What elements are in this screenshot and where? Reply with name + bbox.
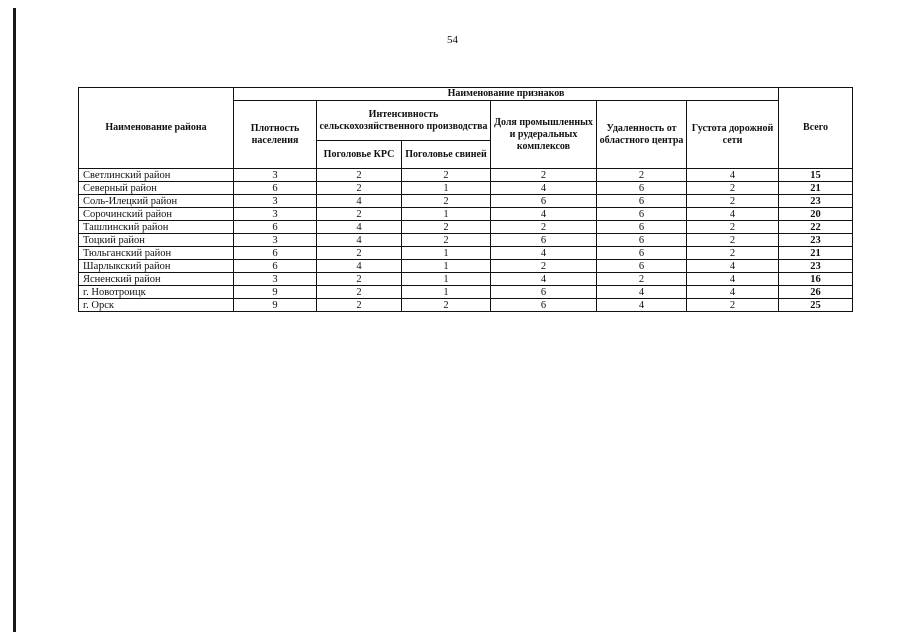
district-name-cell: Ташлинский район xyxy=(79,221,234,234)
road-density-cell: 2 xyxy=(687,182,779,195)
cattle-cell: 2 xyxy=(317,273,402,286)
density-cell: 9 xyxy=(234,299,317,312)
density-cell: 3 xyxy=(234,273,317,286)
industrial-share-cell: 4 xyxy=(491,182,597,195)
industrial-share-cell: 6 xyxy=(491,299,597,312)
header-cattle: Поголовье КРС xyxy=(317,141,402,169)
header-industrial-share: Доля промышленных и рудеральных комплексов xyxy=(491,101,597,169)
distance-cell: 6 xyxy=(597,182,687,195)
density-cell: 3 xyxy=(234,208,317,221)
pigs-cell: 1 xyxy=(402,273,491,286)
table-row xyxy=(79,286,853,299)
pigs-cell: 2 xyxy=(402,195,491,208)
cattle-cell: 2 xyxy=(317,286,402,299)
industrial-share-cell: 6 xyxy=(491,286,597,299)
density-cell: 6 xyxy=(234,182,317,195)
distance-cell: 6 xyxy=(597,234,687,247)
pigs-cell: 2 xyxy=(402,221,491,234)
distance-cell: 6 xyxy=(597,260,687,273)
district-name-cell: Соль-Илецкий район xyxy=(79,195,234,208)
total-cell: 22 xyxy=(779,221,853,234)
pigs-cell: 1 xyxy=(402,247,491,260)
density-cell: 6 xyxy=(234,260,317,273)
district-name-cell: Тоцкий район xyxy=(79,234,234,247)
cattle-cell: 4 xyxy=(317,221,402,234)
district-name-cell: Шарлыкский район xyxy=(79,260,234,273)
cattle-cell: 4 xyxy=(317,260,402,273)
road-density-cell: 4 xyxy=(687,260,779,273)
cattle-cell: 2 xyxy=(317,208,402,221)
total-cell: 16 xyxy=(779,273,853,286)
distance-cell: 2 xyxy=(597,273,687,286)
density-cell: 3 xyxy=(234,234,317,247)
table-row xyxy=(79,247,853,260)
distance-cell: 6 xyxy=(597,247,687,260)
table-row xyxy=(79,169,853,182)
industrial-share-cell: 4 xyxy=(491,208,597,221)
pigs-cell: 1 xyxy=(402,286,491,299)
pigs-cell: 2 xyxy=(402,169,491,182)
density-cell: 6 xyxy=(234,221,317,234)
road-density-cell: 2 xyxy=(687,299,779,312)
table-row xyxy=(79,260,853,273)
total-cell: 20 xyxy=(779,208,853,221)
cattle-cell: 4 xyxy=(317,195,402,208)
industrial-share-cell: 2 xyxy=(491,221,597,234)
header-district: Наименование района xyxy=(79,88,234,169)
road-density-cell: 2 xyxy=(687,234,779,247)
industrial-share-cell: 6 xyxy=(491,234,597,247)
density-cell: 3 xyxy=(234,195,317,208)
road-density-cell: 4 xyxy=(687,273,779,286)
table-row xyxy=(79,299,853,312)
road-density-cell: 2 xyxy=(687,195,779,208)
road-density-cell: 2 xyxy=(687,247,779,260)
density-cell: 6 xyxy=(234,247,317,260)
header-pigs: Поголовье свиней xyxy=(402,141,491,169)
road-density-cell: 4 xyxy=(687,208,779,221)
table-row xyxy=(79,195,853,208)
density-cell: 3 xyxy=(234,169,317,182)
total-cell: 23 xyxy=(779,234,853,247)
table-row xyxy=(79,221,853,234)
road-density-cell: 4 xyxy=(687,286,779,299)
pigs-cell: 1 xyxy=(402,260,491,273)
district-name-cell: Тюльганский район xyxy=(79,247,234,260)
district-name-cell: Светлинский район xyxy=(79,169,234,182)
pigs-cell: 1 xyxy=(402,182,491,195)
cattle-cell: 4 xyxy=(317,234,402,247)
industrial-share-cell: 6 xyxy=(491,195,597,208)
header-road-density: Густота дорожной сети xyxy=(687,101,779,169)
header-distance: Удаленность от областного центра xyxy=(597,101,687,169)
district-features-table xyxy=(78,87,853,312)
distance-cell: 6 xyxy=(597,195,687,208)
pigs-cell: 2 xyxy=(402,299,491,312)
district-name-cell: Ясненский район xyxy=(79,273,234,286)
distance-cell: 6 xyxy=(597,208,687,221)
distance-cell: 4 xyxy=(597,299,687,312)
table-row xyxy=(79,208,853,221)
district-name-cell: г. Орск xyxy=(79,299,234,312)
total-cell: 15 xyxy=(779,169,853,182)
district-name-cell: Северный район xyxy=(79,182,234,195)
pigs-cell: 2 xyxy=(402,234,491,247)
header-total: Всего xyxy=(779,88,853,169)
cattle-cell: 2 xyxy=(317,247,402,260)
industrial-share-cell: 4 xyxy=(491,247,597,260)
distance-cell: 6 xyxy=(597,221,687,234)
scan-edge-bar xyxy=(13,8,16,632)
cattle-cell: 2 xyxy=(317,169,402,182)
total-cell: 26 xyxy=(779,286,853,299)
distance-cell: 2 xyxy=(597,169,687,182)
table-body xyxy=(79,169,853,312)
road-density-cell: 2 xyxy=(687,221,779,234)
page-number: 54 xyxy=(447,34,458,46)
header-agri-intensity: Интенсивность сельскохозяйственного производства xyxy=(317,101,491,141)
district-name-cell: Сорочинский район xyxy=(79,208,234,221)
table-row xyxy=(79,182,853,195)
density-cell: 9 xyxy=(234,286,317,299)
header-density: Плотность населения xyxy=(234,101,317,169)
table-row xyxy=(79,234,853,247)
total-cell: 23 xyxy=(779,260,853,273)
district-name-cell: г. Новотроицк xyxy=(79,286,234,299)
table-row xyxy=(79,273,853,286)
total-cell: 21 xyxy=(779,247,853,260)
distance-cell: 4 xyxy=(597,286,687,299)
header-features: Наименование признаков xyxy=(234,88,779,101)
total-cell: 23 xyxy=(779,195,853,208)
pigs-cell: 1 xyxy=(402,208,491,221)
industrial-share-cell: 4 xyxy=(491,273,597,286)
total-cell: 21 xyxy=(779,182,853,195)
cattle-cell: 2 xyxy=(317,182,402,195)
industrial-share-cell: 2 xyxy=(491,169,597,182)
industrial-share-cell: 2 xyxy=(491,260,597,273)
cattle-cell: 2 xyxy=(317,299,402,312)
road-density-cell: 4 xyxy=(687,169,779,182)
total-cell: 25 xyxy=(779,299,853,312)
